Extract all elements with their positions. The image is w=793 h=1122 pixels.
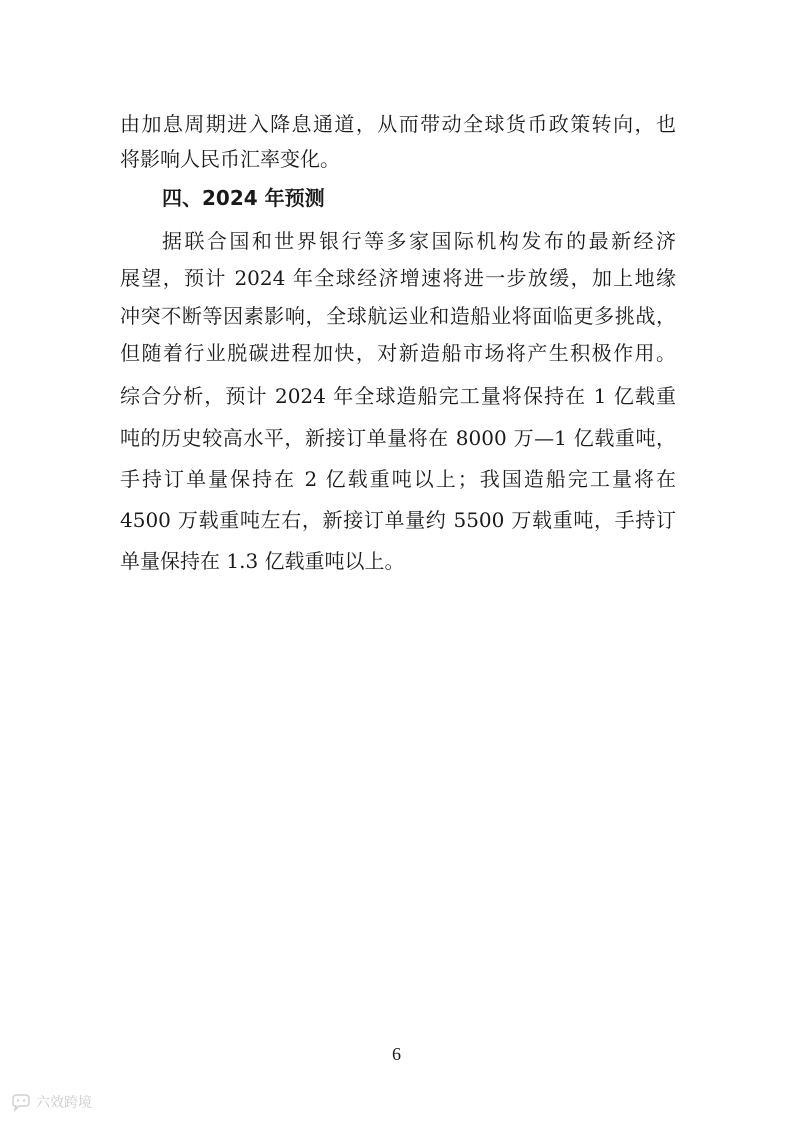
paragraph-line: 由加息周期进入降息通道，从而带动全球货币政策转向，也 [120, 112, 676, 136]
watermark-text: 六效跨境 [36, 1095, 92, 1111]
page-number: 6 [392, 1044, 401, 1064]
chat-bubble-logo-icon [10, 1094, 32, 1112]
paragraph-line: 冲突不断等因素影响，全球航运业和造船业将面临更多挑战， [120, 304, 676, 328]
watermark [10, 1094, 92, 1112]
paragraph-line: 将影响人民币汇率变化。 [120, 147, 340, 171]
section-heading: 四、2024 年预测 [162, 186, 325, 210]
paragraph-line: 手持订单量保持在 2 亿载重吨以上；我国造船完工量将在 [120, 467, 676, 491]
paragraph-line: 但随着行业脱碳进程加快，对新造船市场将产生积极作用。 [120, 341, 676, 365]
paragraph-line: 综合分析，预计 2024 年全球造船完工量将保持在 1 亿载重 [120, 384, 676, 408]
paragraph-line: 单量保持在 1.3 亿载重吨以上。 [120, 549, 405, 573]
paragraph-line: 据联合国和世界银行等多家国际机构发布的最新经济 [162, 229, 676, 253]
paragraph-line: 吨的历史较高水平，新接订单量将在 8000 万—1 亿载重吨， [120, 426, 676, 450]
paragraph-line: 4500 万载重吨左右，新接订单量约 5500 万载重吨，手持订 [120, 508, 676, 532]
paragraph-line: 展望，预计 2024 年全球经济增速将进一步放缓，加上地缘 [120, 266, 676, 290]
